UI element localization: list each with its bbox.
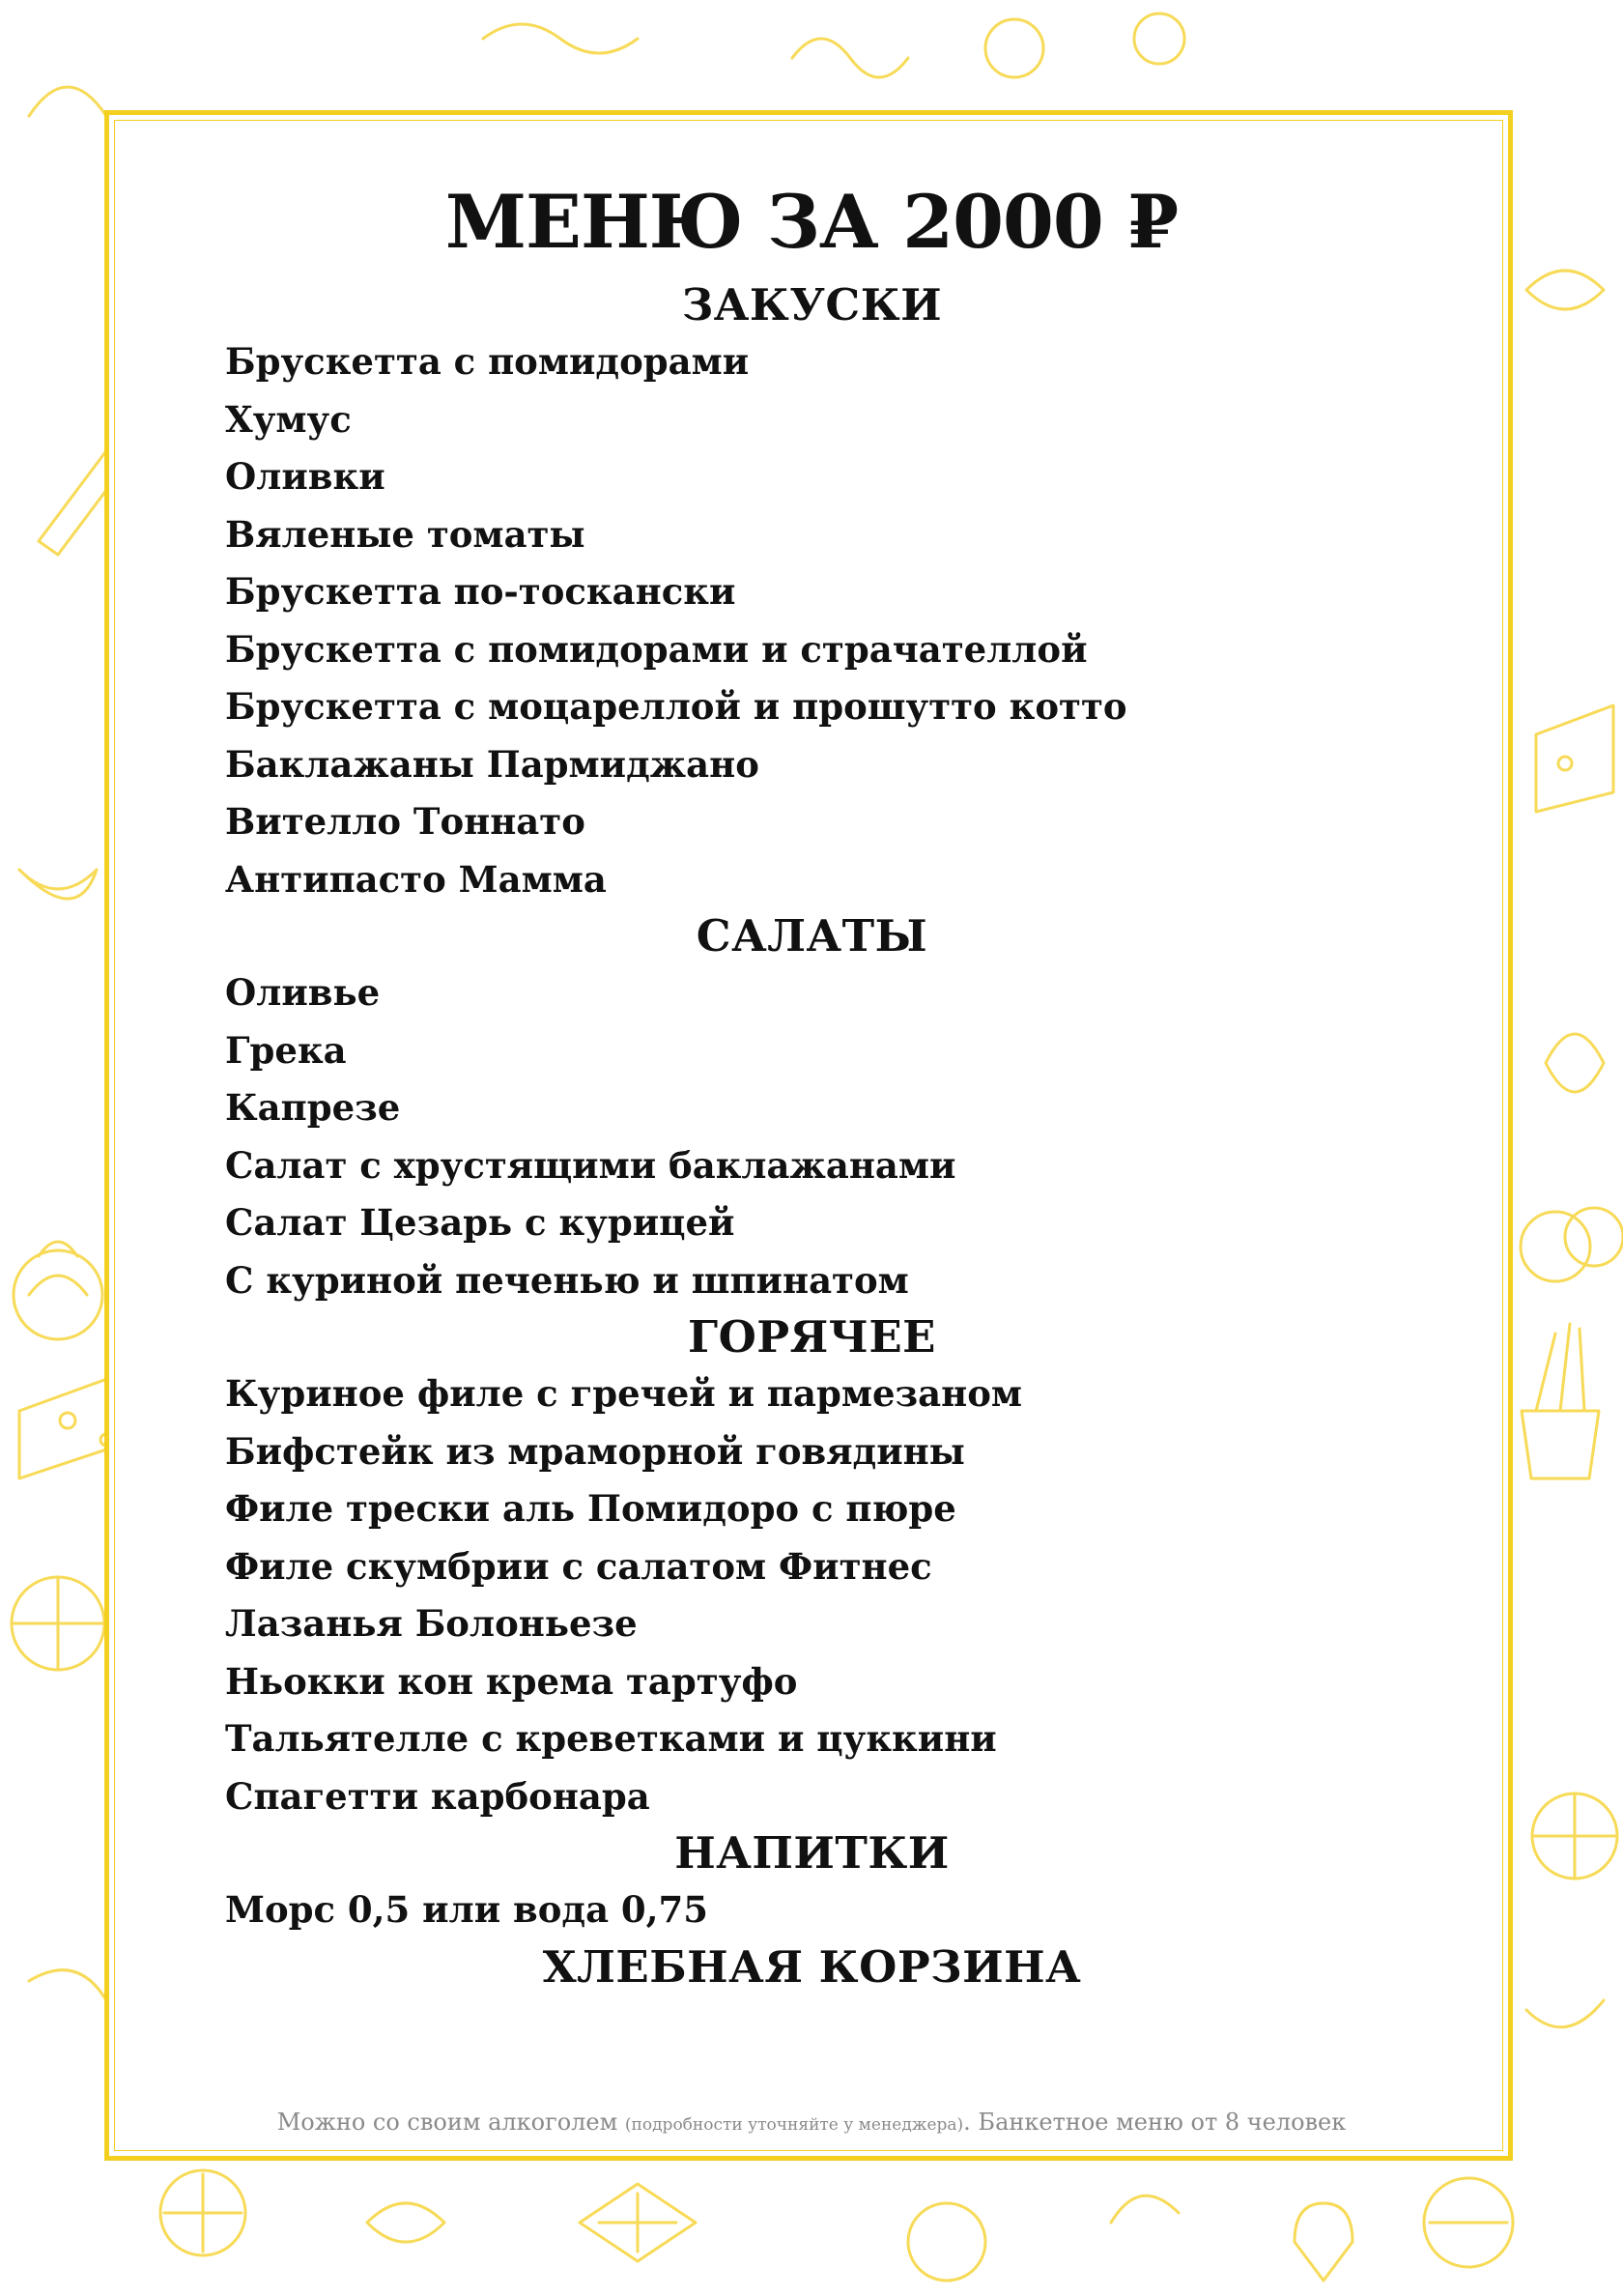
section-heading: САЛАТЫ: [696, 910, 928, 961]
footer-note-small: (подробности уточняйте у менеджера): [624, 2115, 964, 2135]
section-bread-basket: [225, 1939, 1433, 1995]
menu-title: МЕНЮ ЗА 2000 ₽: [444, 179, 1179, 265]
menu-item: Оливки: [225, 455, 385, 498]
item-list: [225, 1365, 1433, 1825]
section-appetizers: [225, 277, 1433, 908]
menu-item: Морс 0,5 или вода 0,75: [225, 1888, 709, 1931]
section-heading: ГОРЯЧЕЕ: [688, 1311, 936, 1363]
menu-item: Антипасто Мамма: [225, 857, 607, 901]
menu-item: Баклажаны Пармиджано: [225, 742, 759, 786]
menu-item: Брускетта по-тоскански: [225, 570, 736, 613]
menu-item: Брускетта с помидорами и страчателлой: [225, 627, 1088, 671]
fries-doodle-icon: [1522, 1324, 1599, 1478]
menu-item: Вяленые томаты: [225, 512, 585, 556]
menu-item: Куриное филе с гречей и пармезаном: [225, 1372, 1023, 1415]
menu-item: Филе трески аль Помидоро с пюре: [225, 1487, 956, 1530]
menu-item: Брускетта с моцареллой и прошутто котто: [225, 685, 1127, 728]
item-list: [225, 333, 1433, 908]
item-list: [225, 1881, 1433, 1939]
menu-item: Брускетта с помидорами: [225, 340, 750, 383]
section-heading: НАПИТКИ: [674, 1827, 950, 1879]
menu-item: Лазанья Болоньезе: [225, 1602, 638, 1645]
menu-item: Оливье: [225, 971, 381, 1014]
menu-item: С куриной печенью и шпинатом: [225, 1258, 909, 1302]
section-hot-dishes: [225, 1309, 1433, 1825]
section-salads: [225, 908, 1433, 1309]
menu-content: [225, 277, 1433, 1995]
menu-item: Спагетти карбонара: [225, 1774, 650, 1818]
menu-item: Ньокки кон крема тартуфо: [225, 1659, 798, 1703]
section-heading: ХЛЕБНАЯ КОРЗИНА: [542, 1940, 1082, 1993]
menu-item: Салат Цезарь с курицей: [225, 1201, 735, 1244]
section-drinks: [225, 1825, 1433, 1939]
menu-item: Грека: [225, 1028, 347, 1072]
strawberry-doodle-icon: [1295, 2203, 1352, 2281]
waffle-doodle-icon: [580, 2184, 696, 2261]
menu-item: Салат с хрустящими баклажанами: [225, 1143, 956, 1187]
footer-note-part: . Банкетное меню от 8 человек: [963, 2109, 1347, 2136]
menu-item: Вителло Тоннато: [225, 800, 585, 843]
menu-item: Тальятелле с креветками и цуккини: [225, 1717, 997, 1760]
section-heading: ЗАКУСКИ: [681, 279, 943, 330]
item-list: [225, 964, 1433, 1309]
cheese-slice-doodle-icon: [1536, 705, 1613, 812]
footer-note-part: Можно со своим алкоголем: [276, 2109, 625, 2136]
menu-item: Хумус: [225, 397, 352, 441]
menu-item: Бифстейк из мраморной говядины: [225, 1429, 965, 1473]
footer-note: [0, 2109, 1623, 2136]
menu-item: Капрезе: [225, 1086, 401, 1129]
onion-doodle-icon: [14, 1250, 102, 1339]
menu-item: Филе скумбрии с салатом Фитнес: [225, 1544, 932, 1588]
